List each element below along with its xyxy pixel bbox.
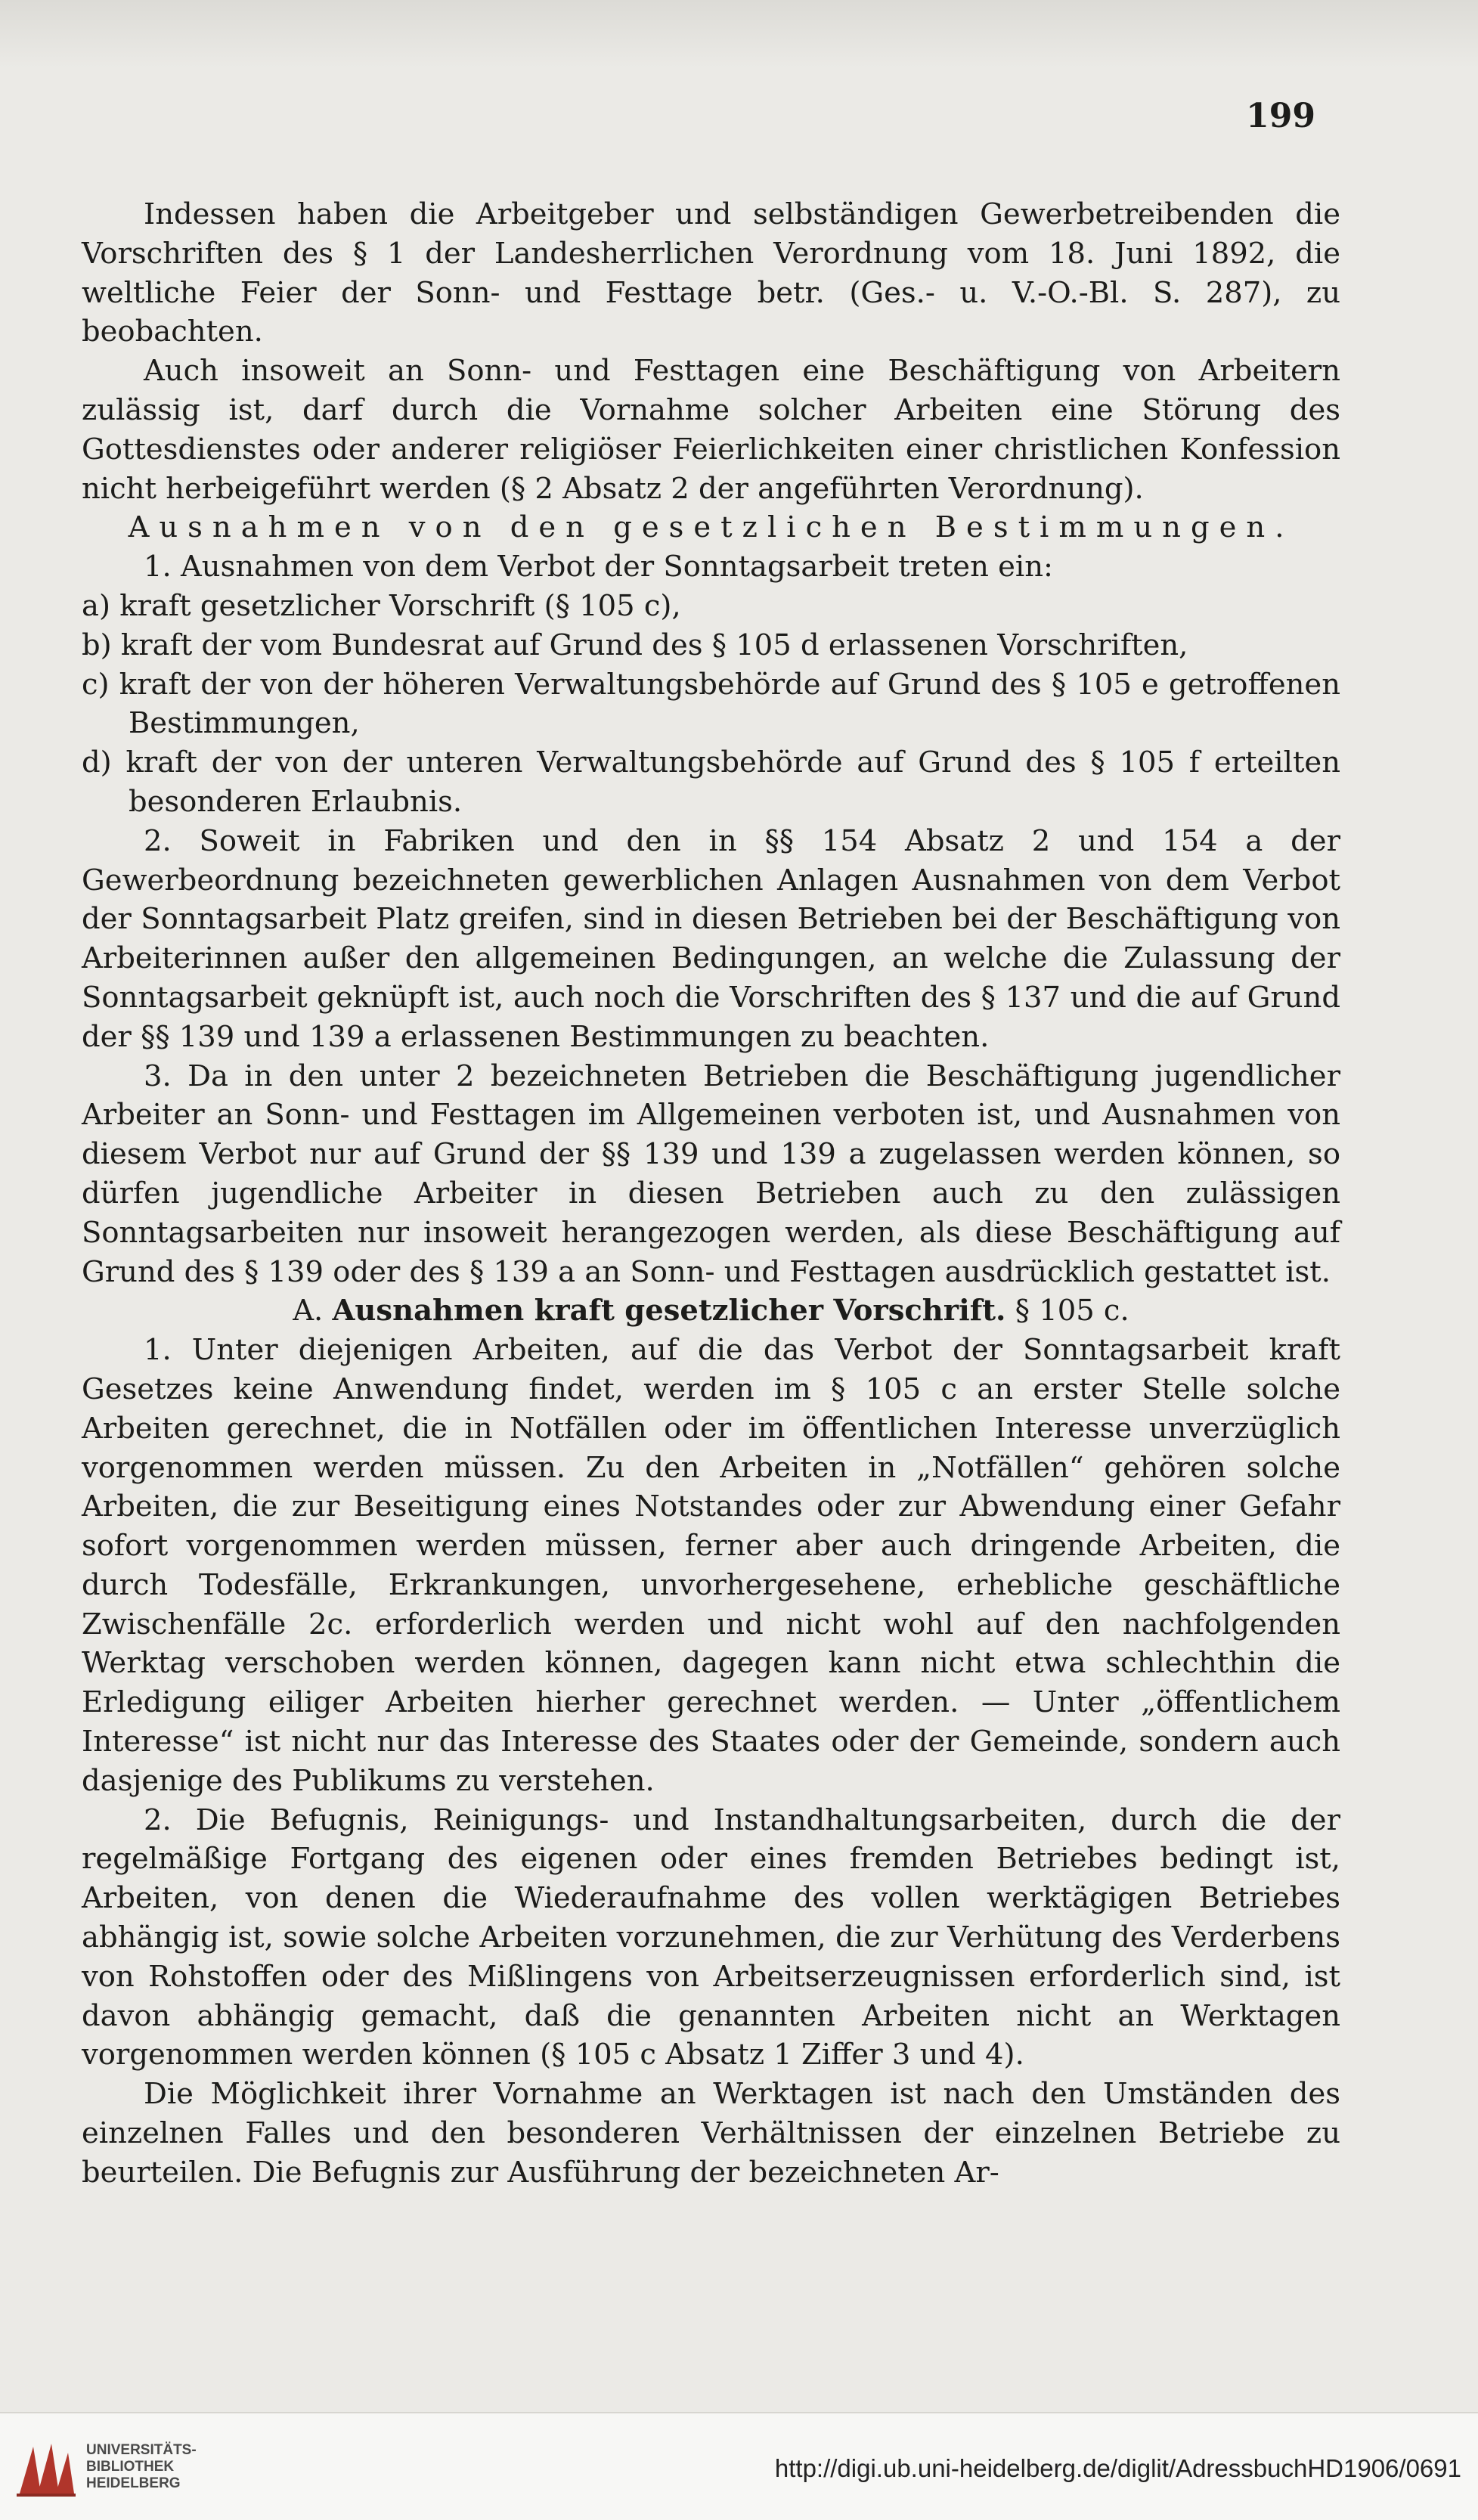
page-number: 199 <box>1246 97 1315 135</box>
exceptions-item-a: a) kraft gesetzlicher Vorschrift (§ 105 c), <box>82 588 681 623</box>
section-heading-exceptions: Ausnahmen von den gesetzlichen Bestimmungen. <box>128 510 1294 545</box>
library-name-line-3: HEIDELBERG <box>86 2475 181 2491</box>
exceptions-paragraph-2: 2. Soweit in Fabriken und den in §§ 154 Absatz 2 und 154 a der Gewerbeordnung bezeichneten gewerblichen Anlagen Ausnahmen von dem Verbot der Sonntagsarbeit Platz greifen, sind in diesen Betrieben bei der Beschäftigung von Arbeiterinnen außer den allgemeinen Bedingungen, an welche die Zulassung der Sonntagsarbeit geknüpft ist, auch noch die Vorschriften des § 137 und die auf Grund der §§ 139 und 139 a erlassenen Bestimmungen zu beachten. <box>82 823 1340 1054</box>
exceptions-item-d: d) kraft der von der unteren Verwaltungsbehörde auf Grund des § 105 f erteilten besonderen Erlaubnis. <box>82 745 1340 819</box>
university-seal-icon <box>15 2438 77 2498</box>
section-a-paragraph-2: 2. Die Befugnis, Reinigungs- und Instandhaltungsarbeiten, durch die der regelmäßige Fortgang des eigenen oder eines fremden Betriebes bedingt ist, Arbeiten, von denen die Wiederaufnahme des vollen werktägigen Betriebes abhängig ist, sowie solche Arbeiten vorzunehmen, die zur Verhütung des Verderbens von Rohstoffen oder des Mißlingens von Arbeitserzeugnissen erforderlich sind, ist davon abhängig gemacht, daß die genannten Arbeiten nicht an Werktagen vorgenommen werden können (§ 105 c Absatz 1 Ziffer 3 und 4). <box>82 1802 1340 2072</box>
intro-paragraph-2: Auch insoweit an Sonn- und Festtagen eine Beschäftigung von Arbeitern zulässig ist, darf durch die Vornahme solcher Arbeiten eine Störung des Gottesdienstes oder anderer religiöser Feierlichkeiten einer christlichen Konfession nicht herbeigeführt werden (§ 2 Absatz 2 der angeführten Verordnung). <box>82 354 1340 506</box>
page-body <box>82 195 1340 2193</box>
exceptions-paragraph-1: 1. Ausnahmen von dem Verbot der Sonntagsarbeit treten ein: <box>144 550 1053 584</box>
section-a-paragraph-3: Die Möglichkeit ihrer Vornahme an Werktagen ist nach den Umständen des einzelnen Falles und den besonderen Verhältnissen der einzelnen Betriebe zu beurteilen. Die Befugnis zur Ausführung der bezeichneten Ar- <box>82 2077 1340 2190</box>
section-a-letter: A. <box>293 1294 324 1328</box>
exceptions-paragraph-3: 3. Da in den unter 2 bezeichneten Betrieben die Beschäftigung jugendlicher Arbeiter an Sonn- und Festtagen im Allgemeinen verboten ist, und Ausnahmen von diesem Verbot nur auf Grund der §§ 139 und 139 a zugelassen werden können, so dürfen jugendliche Arbeiter in diesen Betrieben auch zu den zulässigen Sonntagsarbeiten nur insoweit herangezogen werden, als diese Beschäftigung auf Grund des § 139 oder des § 139 a an Sonn- und Festtagen ausdrücklich gestattet ist. <box>82 1059 1340 1289</box>
intro-paragraph-1: Indessen haben die Arbeitgeber und selbständigen Gewerbetreibenden die Vorschriften des § 1 der Landesherrlichen Verordnung vom 18. Juni 1892, die weltliche Feier der Sonn- und Festtage betr. (Ges.- u. V.-O.-Bl. S. 287), zu beobachten. <box>82 197 1340 349</box>
footer-bar <box>0 2412 1478 2520</box>
scan-top-edge <box>0 0 1478 68</box>
source-url[interactable]: http://digi.ub.uni-heidelberg.de/diglit/AdressbuchHD1906/0691 <box>774 2454 1461 2482</box>
section-a-paragraph-1: 1. Unter diejenigen Arbeiten, auf die das Verbot der Sonntagsarbeit kraft Gesetzes keine Anwendung findet, werden im § 105 c an erster Stelle solche Arbeiten gerechnet, die in Notfällen oder im öffentlichen Interesse unverzüglich vorgenommen werden müssen. Zu den Arbeiten in „Notfällen“ gehören solche Arbeiten, die zur Beseitigung eines Notstandes oder zur Abwendung einer Gefahr sofort vorgenommen werden müssen, ferner aber auch dringende Arbeiten, die durch Todesfälle, Erkrankungen, unvorhergesehene, erhebliche geschäftliche Zwischenfälle 2c. erforderlich werden und nicht wohl auf den nachfolgenden Werktag verschoben werden können, dagegen kann nicht etwa schlechthin die Erledigung eiliger Arbeiten hierher gerechnet werden. — Unter „öffentlichem Interesse“ ist nicht nur das Interesse des Staates oder der Gemeinde, sondern auch dasjenige des Publikums zu verstehen. <box>82 1333 1340 1798</box>
library-name <box>86 2442 197 2492</box>
section-heading-a <box>82 1291 1340 1331</box>
section-a-reference: § 105 c. <box>1015 1294 1129 1328</box>
exceptions-item-c: c) kraft der von der höheren Verwaltungsbehörde auf Grund des § 105 e getroffenen Bestimmungen, <box>82 667 1340 741</box>
library-name-line-2: BIBLIOTHEK <box>86 2459 175 2475</box>
library-name-line-1: UNIVERSITÄTS- <box>86 2442 197 2458</box>
section-a-title: Ausnahmen kraft gesetzlicher Vorschrift. <box>332 1294 1006 1328</box>
exceptions-item-b: b) kraft der vom Bundesrat auf Grund des § 105 d erlassenen Vorschriften, <box>82 628 1188 662</box>
